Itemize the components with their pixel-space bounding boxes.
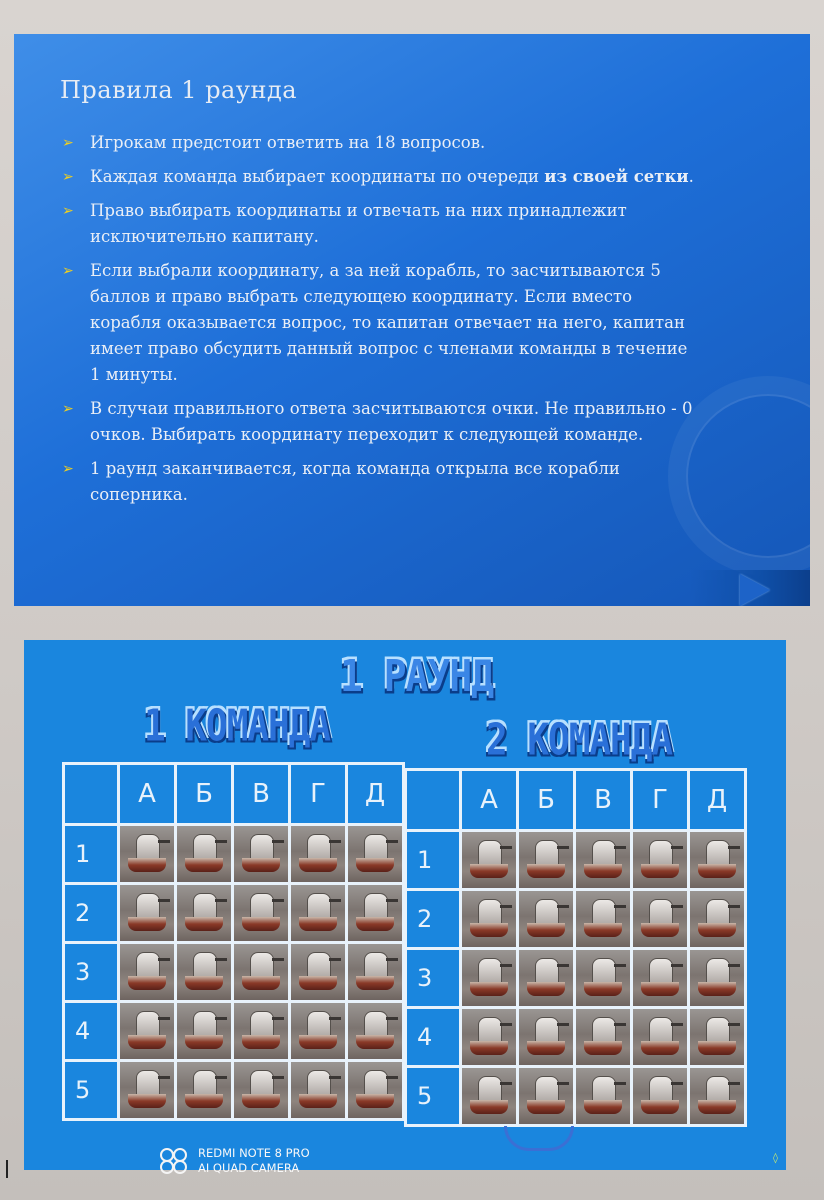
row-header: 4 — [407, 1009, 459, 1065]
team2-grid-tile[interactable] — [690, 891, 744, 947]
row-header: 2 — [65, 885, 117, 941]
team1-grid-tile[interactable] — [348, 944, 402, 1000]
rule-text: Игрокам предстоит ответить на 18 вопросов. — [90, 133, 486, 152]
rule-item — [58, 396, 698, 448]
rule-text: 1 раунд заканчивается, когда команда открыла все корабли соперника. — [90, 459, 620, 504]
team1-grid-tile[interactable] — [177, 1003, 231, 1059]
corner-logo: ◊ — [773, 1153, 778, 1164]
camera-watermark — [160, 1146, 310, 1176]
rule-item — [58, 198, 698, 250]
team1-grid-tile[interactable] — [234, 944, 288, 1000]
bullet-arrow-icon: ➢ — [62, 461, 74, 477]
column-header: А — [120, 765, 174, 823]
rule-text: Каждая команда выбирает координаты по очереди — [90, 167, 545, 186]
rule-item — [58, 130, 698, 156]
decorative-swirl — [686, 394, 810, 558]
column-header: Б — [519, 771, 573, 829]
game-board-slide — [24, 640, 786, 1170]
play-triangle-icon[interactable] — [740, 574, 770, 606]
team1-grid-tile[interactable] — [291, 1062, 345, 1118]
bullet-arrow-icon: ➢ — [62, 263, 74, 279]
team2-grid-tile[interactable] — [690, 1009, 744, 1065]
team1-grid-tile[interactable] — [234, 1003, 288, 1059]
camera-circles-icon — [160, 1148, 190, 1174]
team2-grid-tile[interactable] — [519, 1009, 573, 1065]
team2-grid — [404, 768, 747, 1127]
column-header: Б — [177, 765, 231, 823]
team2-grid-tile[interactable] — [633, 1068, 687, 1124]
team2-grid-tile[interactable] — [462, 891, 516, 947]
rule-text: В случаи правильного ответа засчитываются очки. Не правильно - 0 очков. Выбирать координату переходит к следующей команде. — [90, 399, 693, 444]
team1-grid-tile[interactable] — [234, 885, 288, 941]
rule-item — [58, 164, 698, 190]
team1-grid-tile[interactable] — [120, 885, 174, 941]
team1-grid-tile[interactable] — [177, 885, 231, 941]
column-header: Д — [690, 771, 744, 829]
row-header: 5 — [65, 1062, 117, 1118]
team2-grid-tile[interactable] — [519, 950, 573, 1006]
team1-grid-tile[interactable] — [177, 826, 231, 882]
grid-corner — [407, 771, 459, 829]
rules-slide — [14, 34, 810, 606]
team2-grid-tile[interactable] — [462, 950, 516, 1006]
team1-grid-tile[interactable] — [291, 885, 345, 941]
team1-grid-tile[interactable] — [348, 1062, 402, 1118]
team2-grid-tile[interactable] — [519, 1068, 573, 1124]
rule-text: Право выбирать координаты и отвечать на них принадлежит исключительно капитану. — [90, 201, 627, 246]
team1-grid-tile[interactable] — [120, 1062, 174, 1118]
team2-grid-tile[interactable] — [576, 891, 630, 947]
team1-grid-tile[interactable] — [348, 885, 402, 941]
nav-oval-button[interactable] — [504, 1126, 574, 1151]
team2-grid-tile[interactable] — [633, 1009, 687, 1065]
edge-mark — [6, 1160, 8, 1178]
watermark-camera: AI QUAD CAMERA — [198, 1161, 300, 1175]
team1-grid-tile[interactable] — [234, 826, 288, 882]
team2-title: 2 КОМАНДА — [486, 715, 673, 766]
team1-title: 1 КОМАНДА — [144, 701, 331, 752]
team2-grid-tile[interactable] — [519, 891, 573, 947]
bullet-arrow-icon: ➢ — [62, 169, 74, 185]
team2-grid-tile[interactable] — [462, 832, 516, 888]
team2-grid-tile[interactable] — [576, 1009, 630, 1065]
row-header: 5 — [407, 1068, 459, 1124]
rule-item — [58, 258, 698, 388]
rule-tail-text: . — [688, 167, 694, 186]
team1-grid-tile[interactable] — [291, 826, 345, 882]
grid-corner — [65, 765, 117, 823]
team1-grid-tile[interactable] — [120, 826, 174, 882]
team1-grid-tile[interactable] — [291, 1003, 345, 1059]
row-header: 3 — [407, 950, 459, 1006]
team1-grid — [62, 762, 405, 1121]
rule-item — [58, 456, 698, 508]
row-header: 1 — [407, 832, 459, 888]
row-header: 3 — [65, 944, 117, 1000]
team1-grid-tile[interactable] — [120, 1003, 174, 1059]
column-header: Г — [291, 765, 345, 823]
column-header: В — [576, 771, 630, 829]
row-header: 2 — [407, 891, 459, 947]
column-header: Г — [633, 771, 687, 829]
team1-grid-tile[interactable] — [348, 1003, 402, 1059]
row-header: 1 — [65, 826, 117, 882]
team2-grid-tile[interactable] — [633, 950, 687, 1006]
bullet-arrow-icon: ➢ — [62, 203, 74, 219]
team1-grid-tile[interactable] — [348, 826, 402, 882]
team1-grid-tile[interactable] — [177, 944, 231, 1000]
team2-grid-tile[interactable] — [576, 832, 630, 888]
team2-grid-tile[interactable] — [690, 1068, 744, 1124]
team1-grid-tile[interactable] — [177, 1062, 231, 1118]
team2-grid-tile[interactable] — [633, 891, 687, 947]
watermark-model: REDMI NOTE 8 PRO — [198, 1146, 310, 1160]
team2-grid-tile[interactable] — [576, 1068, 630, 1124]
column-header: Д — [348, 765, 402, 823]
team2-grid-tile[interactable] — [690, 950, 744, 1006]
team1-grid-tile[interactable] — [291, 944, 345, 1000]
rules-list — [58, 130, 698, 516]
team2-grid-tile[interactable] — [462, 1009, 516, 1065]
bullet-arrow-icon: ➢ — [62, 401, 74, 417]
team2-grid-tile[interactable] — [690, 832, 744, 888]
column-header: В — [234, 765, 288, 823]
team2-grid-tile[interactable] — [462, 1068, 516, 1124]
rule-bold-text: из своей сетки — [544, 167, 689, 186]
bullet-arrow-icon: ➢ — [62, 135, 74, 151]
team2-grid-tile[interactable] — [576, 950, 630, 1006]
team1-grid-tile[interactable] — [234, 1062, 288, 1118]
column-header: А — [462, 771, 516, 829]
row-header: 4 — [65, 1003, 117, 1059]
rules-title: Правила 1 раунда — [60, 76, 298, 104]
round-title: 1 РАУНД — [340, 650, 494, 702]
team2-grid-tile[interactable] — [633, 832, 687, 888]
team1-grid-tile[interactable] — [120, 944, 174, 1000]
team2-grid-tile[interactable] — [519, 832, 573, 888]
rule-text: Если выбрали координату, а за ней корабль, то засчитываются 5 баллов и право выбрать следующею координату. Если вместо корабля оказывается вопрос, то капитан отвечает на него, капитан имеет право обсудить данный вопрос с членами команды в течение 1 минуты. — [90, 261, 688, 384]
